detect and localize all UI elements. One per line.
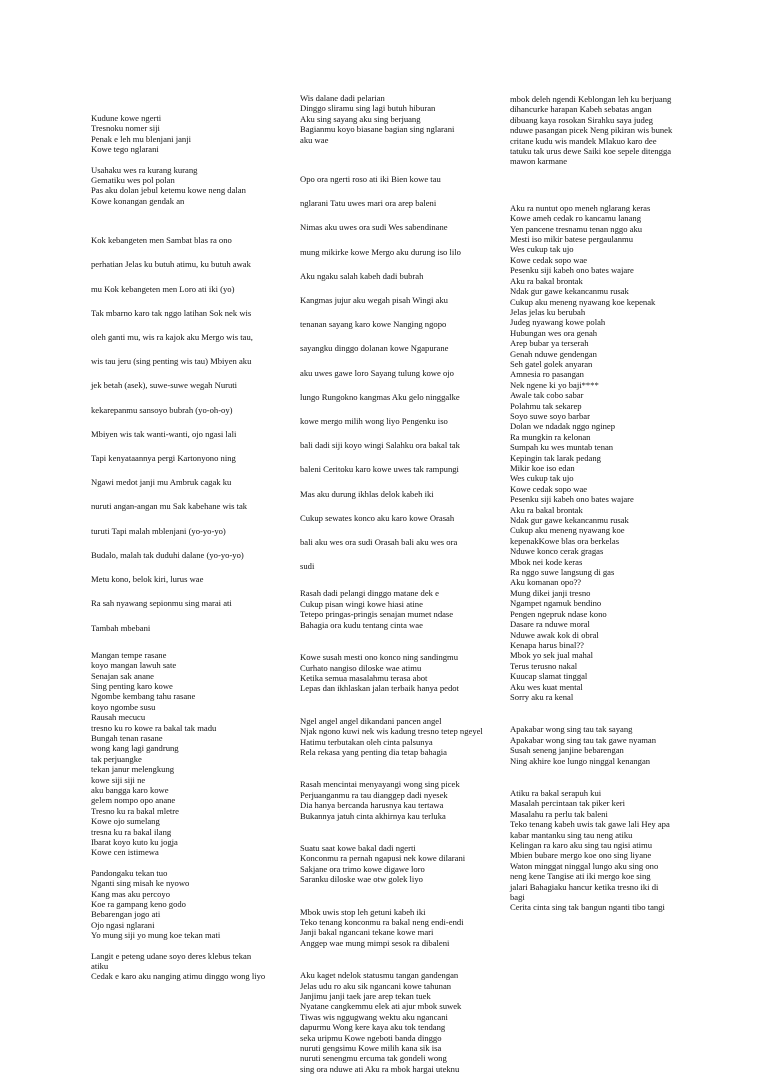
lyrics-line: dibuang kaya rosokan Sirahku saya judeg [510,114,653,125]
lyrics-line: Lepas dan ikhlaskan jalan terbaik hanya pedot [300,683,459,694]
lyrics-line: Kang mas aku percoyo [91,888,170,899]
lyrics-line: Tapi kenyataannya pergi Kartonyono ning [91,453,236,464]
lyrics-stanza [510,724,700,766]
lyrics-line: Pesenku siji kabeh ono bates wajare [510,265,634,276]
lyrics-line: nuruti senengmu ercuma tak gondeli wong [300,1053,447,1064]
lyrics-line: Konconmu ra pernah ngapusi nek kowe dilarani [300,853,466,864]
lyrics-line: Aku wes kuat mental [510,681,583,692]
lyrics-stanza [300,779,478,821]
lyrics-line: Bebarengan jogo ati [91,909,161,920]
lyrics-line: Pas aku dolan jebul ketemu kowe neng dalan [91,185,246,196]
lyrics-line: wong kang lagi gandrung [91,743,179,754]
lyrics-line: Atiku ra bakal serapuh kui [510,787,602,798]
lyrics-line: Kenapa harus binal?? [510,639,584,650]
lyrics-line: Mbien bubare mergo koe ono sing liyane [510,850,652,861]
lyrics-line: Janji bakal ngancani tekane kowe mari [300,927,434,938]
lyrics-line: bali aku wes ora sudi Orasah bali aku wes ora [300,537,458,548]
lyrics-line: kekarepanmu sansoyo bubrah (yo-oh-oy) [91,404,233,415]
lyrics-line: Kowe ameh cedak ro kancamu lanang [510,213,641,224]
lyrics-stanza [91,650,269,858]
lyrics-stanza [300,588,478,630]
lyrics-line: Pesenku siji kabeh ono bates wajare [510,494,634,505]
lyrics-line: Mbok nei kode keras [510,556,583,567]
lyrics-line: Aku ra bakal brontak [510,504,583,515]
lyrics-line: Awale tak cobo sabar [510,390,584,401]
lyrics-line: koyo mangan lawuh sate [91,660,177,671]
lyrics-line: Terus terusno nakal [510,660,578,671]
lyrics-line: Mbok uwis stop leh getuni kabeh iki [300,906,426,917]
lyrics-line: Njak ngono kuwi nek wis kadung tresno tetep ngeyel [300,726,483,737]
lyrics-line: Kelingan ra karo aku sing tau ngisi atimu [510,840,653,850]
lyrics-line: Kowe konangan gendak an [91,195,185,206]
lyrics-line: tenanan sayang karo kowe Nanging ngopo [300,319,447,330]
lyrics-line: turuti Tapi malah mblenjani (yo-yo-yo) [91,525,226,536]
lyrics-line: tatuku tak urus dewe Saiki koe sepele ditengga [510,146,672,157]
lyrics-line: Judeg nyawang kowe polah [510,317,606,328]
lyrics-line: Cerita cinta sing tak bangun nganti tibo tangi [510,902,665,913]
lyrics-line: Sakjane ora trimo kowe digawe loro [300,863,425,874]
lyrics-line: dapurmu Wong kere kaya aku tok tendang [300,1022,446,1033]
lyrics-line: Budalo, malah tak duduhi dalane (yo-yo-yo) [91,549,244,560]
lyrics-line: Ndak gur gawe kekancanmu rusak [510,286,629,297]
lyrics-line: Sorry aku ra kenal [510,691,574,702]
lyrics-line: Teko tenang konconmu ra bakal neng endi-endi [300,917,464,928]
lyrics-line: Kok kebangeten men Sambat blas ra ono [91,235,232,246]
lyrics-line: Aku komanan opo?? [510,577,582,588]
lyrics-line: tresna ku ra bakal ilang [91,826,172,837]
lyrics-line: Ngampet ngamuk bendino [510,598,602,609]
lyrics-line: Nduwe awak kok di obral [510,629,599,640]
lyrics-line: mung mikirke kowe Mergo aku durung iso lilo [300,246,461,257]
lyrics-line: koyo ngombe susu [91,701,156,712]
lyrics-line: Aku ngaku salah kabeh dadi bubrah [300,270,424,281]
lyrics-line: Kowe cedak sopo wae [510,254,588,265]
lyrics-line: Apakabar wong sing tau tak sayang [510,724,633,735]
lyrics-line: jek betah (asek), suwe-suwe wegah Nuruti [91,380,238,391]
lyrics-line: tak perjuangke [91,753,142,764]
lyrics-line: tekan janur melengkung [91,764,175,775]
lyrics-line: Cedak e karo aku nanging atimu dinggo wong liyo [91,971,266,982]
lyrics-line: Suatu saat kowe bakal dadi ngerti [300,842,416,853]
lyrics-line: bali dadi siji koyo wingi Salahku ora bakal tak [300,440,460,451]
lyrics-line: Ngombe kembang tahu rasane [91,691,196,702]
lyrics-line: Dinggo sliramu sing lagi butuh hiburan [300,103,436,114]
lyrics-line: nuruti angan-angan mu Sak kabehane wis tak [91,501,248,512]
lyrics-line: Cukup aku meneng nyawang koe kepenak [510,296,656,307]
lyrics-line: Arep bubar ya terserah [510,338,589,349]
lyrics-line: kepenakKowe blas ora berkelas [510,535,620,546]
lyrics-line: Opo ora ngerti roso ati iki Bien kowe tau [300,174,441,185]
lyrics-line: Ketika semua masalahmu terasa abot [300,672,428,683]
lyrics-line: mu Kok kebangeten men Loro ati iki (yo) [91,283,235,294]
lyrics-line: Cukup sewates konco aku karo kowe Orasah [300,512,455,523]
lyrics-line: Wes cukup tak ujo [510,473,574,484]
lyrics-line: Sing penting karo kowe [91,680,173,691]
lyrics-line: Tambah mbebani [91,622,151,633]
lyrics-stanza [300,652,478,694]
lyrics-line: oleh ganti mu, wis ra kajok aku Mergo wis tau, [91,332,253,343]
lyrics-line: Bagianmu koyo biasane bagian sing nglarani [300,124,455,135]
lyrics-line: Susah seneng janjine bebarengan [510,745,624,756]
lyrics-line: Tetepo pringas-pringis senajan mumet ndase [300,609,454,620]
lyrics-line: Wes cukup tak ujo [510,244,574,255]
lyrics-line: Kuucap slamat tinggal [510,671,588,682]
lyrics-line: Apakabar wong sing tau tak gawe nyaman [510,734,657,745]
lyrics-line: nuruti gengsimu Kowe milih kana sik isa [300,1043,442,1054]
lyrics-stanza [91,113,269,155]
lyrics-line: gelem nompo opo anane [91,795,176,806]
lyrics-line: sayangku dinggo dolanan kowe Ngapurane [300,343,449,354]
lyrics-stanza [300,167,478,578]
lyrics-line: Ojo ngasi nglarani [91,919,155,930]
lyrics-line: Saranku diloske wae otw golek liyo [300,874,423,885]
lyrics-line: Curhato nangiso diloske wae atimu [300,662,422,673]
lyrics-stanza [300,843,478,885]
lyrics-line: mawon karmane [510,156,568,167]
lyrics-line: Ndak gur gawe kekancanmu rusak [510,515,629,526]
lyrics-column-left [91,113,269,982]
lyrics-line: aku wae [300,134,329,145]
lyrics-line: Nimas aku uwes ora sudi Wes sabendinane [300,222,448,233]
lyrics-line: Tiwas wis nggugwang wektu aku ngancani [300,1011,448,1022]
lyrics-line: Nek ngene ki yo baji**** [510,379,599,390]
lyrics-line: Kowe susah mesti ono konco ning sandingmu [300,652,459,663]
lyrics-stanza [510,788,700,913]
lyrics-line: Soyo suwe soyo barbar [510,410,590,421]
lyrics-stanza [91,868,269,941]
lyrics-line: tresno ku ro kowe ra bakal tak madu [91,722,217,733]
lyrics-line: Pengen ngepruk ndase kono [510,608,607,619]
lyrics-stanza [91,165,269,207]
lyrics-line: Jelas udu ro aku sik ngancani kowe tahunan [300,980,452,991]
lyrics-line: Senajan sak anane [91,670,154,681]
lyrics-line: Ra mungkin ra kelonan [510,431,591,442]
lyrics-line: Teko tenang kabeh uwis tak gawe lali Hey apa [510,819,670,830]
lyrics-line: Mesti iso mikir batese pergaulanmu [510,234,633,245]
lyrics-line: Kowe ojo sumelang [91,816,160,827]
lyrics-line: lungo Rungokno kangmas Aku gelo ninggalke [300,391,460,402]
lyrics-stanza [300,93,478,145]
lyrics-line: Dia hanya bercanda harusnya kau tertawa [300,800,444,811]
lyrics-line: critane kudu wis mandek Mlakuo karo dee [510,135,657,146]
lyrics-line: Aku kaget ndelok statusmu tangan gandengan [300,970,459,981]
lyrics-line: Nyatane cangkemmu elek ati ajur mbok suwek [300,1001,462,1012]
lyrics-line: Mbiyen wis tak wanti-wanti, ojo ngasi lali [91,428,237,439]
lyrics-line: Bahagia ora kudu tentang cinta wae [300,619,423,630]
lyrics-stanza [300,715,483,758]
lyrics-line: aku uwes gawe loro Sayang tulung kowe ojo [300,367,454,378]
lyrics-line: Kepingin tak larak pedang [510,452,601,463]
lyrics-line: kowe mergo milih wong liyo Pengenku iso [300,416,448,427]
lyrics-line: Aku ra bakal brontak [510,275,583,286]
lyrics-line: Kowe tego nglarani [91,144,159,155]
lyrics-line: baleni Ceritoku karo kowe uwes tak rampungi [300,464,459,475]
lyrics-line: Waton minggat ninggal lungo aku sing ono [510,860,659,871]
lyrics-stanza [300,907,478,949]
lyrics-line: Ibarat koyo kuto ku jogja [91,837,178,848]
lyrics-line: jalari Bahagiaku hancur ketika tresno iki di [510,881,659,892]
lyrics-line: Gematiku wes pol polan [91,175,175,186]
lyrics-line: Ra nggo suwe langsung di gas [510,567,615,578]
lyrics-line: Wis dalane dadi pelarian [300,93,385,103]
lyrics-line: Cukup pisan wingi kowe hiasi atine [300,598,423,609]
lyrics-column-right [510,94,700,913]
lyrics-stanza [510,203,700,703]
lyrics-line: Mangan tempe rasane [91,649,167,660]
lyrics-line: Mikir koe iso edan [510,463,575,473]
lyrics-line: Rasah mencintai menyayangi wong sing picek [300,779,460,790]
lyrics-line: Kudune kowe ngerti [91,113,162,123]
lyrics-line: neng kene Tangise ati iki mergo koe sing [510,871,651,882]
lyrics-line: Genah nduwe gendengan [510,348,597,359]
lyrics-line: Masalahu ra perlu tak baleni [510,808,608,819]
lyrics-line: wis tau jeru (sing penting wis tau) Mbiyen aku [91,356,252,367]
lyrics-line: Tresnoku nomer siji [91,123,160,134]
lyrics-stanza [510,94,700,167]
lyrics-line: Bukannya jatuh cinta akhirnya kau terluka [300,810,446,821]
lyrics-line: dihancurke harapan Kabeh sebatas angan [510,104,652,115]
lyrics-line: mbok deleh ngendi Keblongan leh ku berjuang [510,94,672,104]
lyrics-line: Kowe cedak sopo wae [510,483,588,494]
lyrics-line: Tresno ku ra bakal mletre [91,805,179,816]
lyrics-line: aku bangga karo kowe [91,784,169,795]
lyrics-line: Bungah tenan rasane [91,732,163,743]
lyrics-line: Seh gatel golek anyaran [510,358,593,369]
lyrics-line: Sumpah ku wes muntab tenan [510,442,614,453]
lyrics-line: Cukup aku meneng nyawang koe [510,525,625,536]
lyrics-line: Rausah mecucu [91,712,146,723]
lyrics-line: perhatian Jelas ku butuh atimu, ku butuh awak [91,259,251,270]
lyrics-stanza [300,970,478,1074]
lyrics-line: Nduwe konco cerak gragas [510,546,604,557]
lyrics-line: Hubungan wes ora genah [510,327,598,338]
lyrics-line: Ning akhire koe lungo ninggal kenangan [510,755,651,766]
lyrics-line: Hatimu terbutakan oleh cinta palsunya [300,736,433,747]
lyrics-line: Polahmu tak sekarep [510,400,582,411]
lyrics-line: seka uripmu Kowe ngeboti banda dinggo [300,1032,442,1043]
lyrics-line: Anggep wae mung mimpi sesok ra dibaleni [300,937,450,948]
lyrics-line: Aku sing sayang aku sing berjuang [300,113,421,124]
lyrics-line: Pandongaku tekan tuo [91,867,168,878]
lyrics-line: Mbok yo sek jual mahal [510,650,594,661]
lyrics-line: Rasah dadi pelangi dinggo matane dek e [300,588,439,599]
lyrics-line: nglarani Tatu uwes mari ora arep baleni [300,198,437,209]
lyrics-line: kabar mantanku sing tau neng atiku [510,829,633,840]
lyrics-line: Aku ra nuntut opo meneh nglarang keras [510,202,651,213]
lyrics-line: sudi [300,561,315,572]
lyrics-line: bagi [510,892,525,903]
lyrics-line: Tak mbarno karo tak nggo latihan Sok nek wis [91,307,252,318]
lyrics-line: kowe siji siji ne [91,774,146,785]
lyrics-line: Rela rekasa yang penting dia tetap bahagia [300,746,447,757]
lyrics-line: Yo mung siji yo mung koe tekan mati [91,930,221,941]
lyrics-line: Ra sah nyawang sepionmu sing marai ati [91,598,232,609]
lyrics-line: Jelas jelas ku berubah [510,306,586,317]
lyrics-line: Ngawi medot janji mu Ambruk cagak ku [91,477,232,488]
lyrics-line: Metu kono, belok kiri, lurus wae [91,574,204,585]
lyrics-line: sing ora nduwe ati Aku ra mbok hargai uteknu [300,1063,460,1074]
lyrics-line: nduwe pasangan picek Neng pikiran wis bunek [510,125,673,136]
lyrics-line: Dolan we ndadak nggo nginep [510,421,616,432]
lyrics-stanza [91,228,269,639]
lyrics-line: Kowe cen istimewa [91,847,159,858]
lyrics-line: Nganti sing misah ke nyowo [91,878,190,889]
lyrics-line: Penak e leh mu blenjani janji [91,133,191,144]
lyrics-stanza [91,951,269,982]
lyrics-line: Usahaku wes ra kurang kurang [91,164,198,175]
lyrics-line: Koe ra gampang keno godo [91,899,186,910]
lyrics-line: Janjimu janji taek jare arep tekan tuek [300,991,431,1002]
lyrics-line: Masalah percintaan tak piker keri [510,798,626,809]
lyrics-line: Ngel angel angel dikandani pancen angel [300,715,442,726]
lyrics-line: Dasare ra nduwe moral [510,619,590,630]
lyrics-line: Langit e peteng udane soyo deres klebus tekan atiku [91,950,252,972]
lyrics-line: Mung dikei janji tresno [510,587,591,598]
lyrics-line: Perjuanganmu ra tau dianggep dadi nyesek [300,789,448,800]
lyrics-line: Kangmas jujur aku wegah pisah Wingi aku [300,295,448,306]
lyrics-line: Amnesia ro pasangan [510,369,584,380]
lyrics-column-middle [300,93,483,1074]
lyrics-line: Yen pancene tresnamu tenan nggo aku [510,223,643,234]
lyrics-line: Mas aku durung ikhlas delok kabeh iki [300,488,434,499]
